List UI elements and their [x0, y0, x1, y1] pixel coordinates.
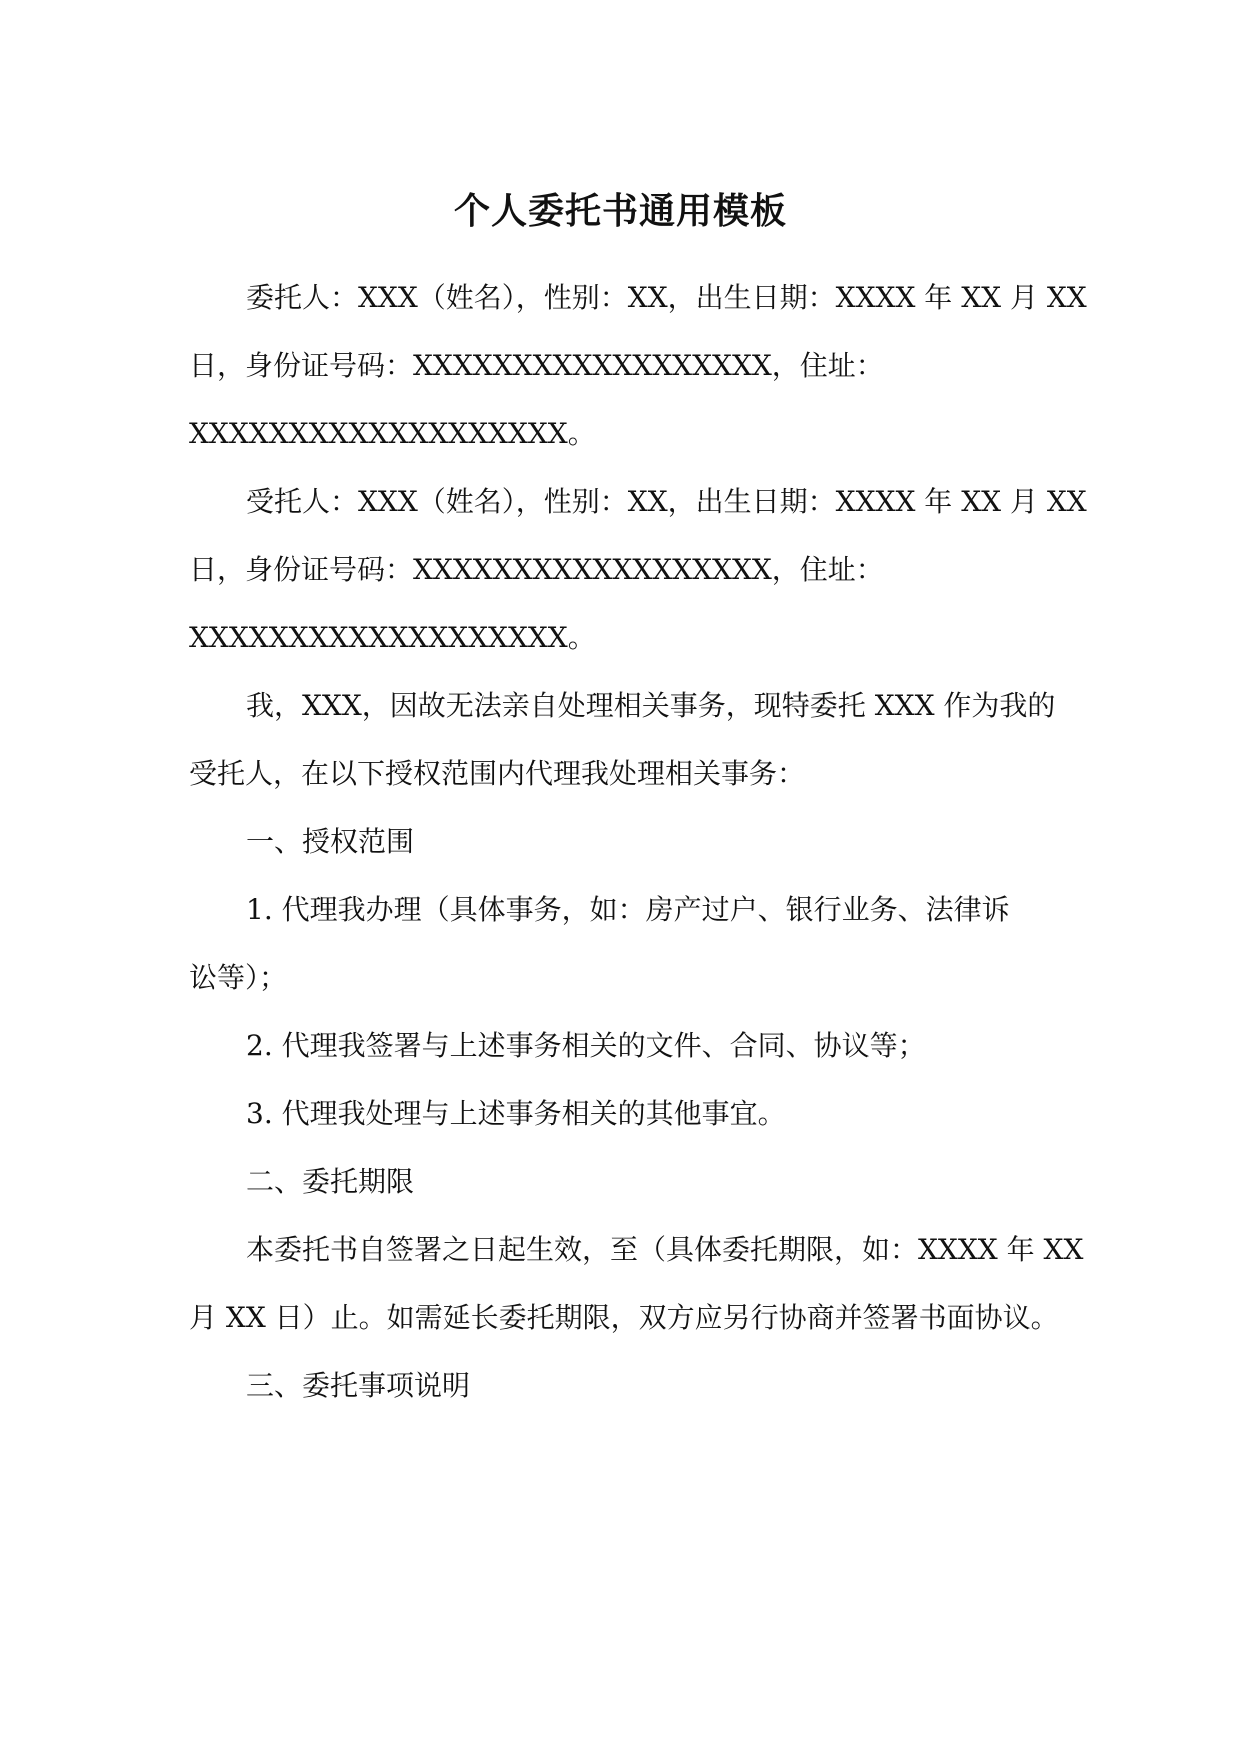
- principal-line-1: 委托人：XXX（姓名），性别：XX，出生日期：XXXX 年 XX 月 XX: [246, 281, 1087, 314]
- term-line-1: 本委托书自签署之日起生效，至（具体委托期限，如：XXXX 年 XX: [246, 1233, 1084, 1266]
- scope-item-1-line-2: 讼等）；: [189, 961, 288, 994]
- principal-line-3: XXXXXXXXXXXXXXXXXXX。: [189, 417, 596, 450]
- principal-line-2: 日，身份证号码：XXXXXXXXXXXXXXXXXX，住址：: [189, 349, 884, 382]
- term-line-2: 月 XX 日）止。如需延长委托期限，双方应另行协商并签署书面协议。: [189, 1301, 1059, 1334]
- section-heading-term: 二、委托期限: [246, 1165, 415, 1198]
- agent-line-3: XXXXXXXXXXXXXXXXXXX。: [189, 621, 596, 654]
- agent-line-2: 日，身份证号码：XXXXXXXXXXXXXXXXXX，住址：: [189, 553, 884, 586]
- section-heading-matters: 三、委托事项说明: [246, 1369, 471, 1402]
- scope-item-3: 3. 代理我处理与上述事务相关的其他事宜。: [246, 1097, 786, 1130]
- statement-line-2: 受托人，在以下授权范围内代理我处理相关事务：: [189, 757, 806, 790]
- scope-item-1-line-1: 1. 代理我办理（具体事务，如：房产过户、银行业务、法律诉: [246, 893, 1010, 926]
- section-heading-scope: 一、授权范围: [246, 825, 415, 858]
- document-title: 个人委托书通用模板: [453, 191, 787, 232]
- statement-line-1: 我，XXX，因故无法亲自处理相关事务，现特委托 XXX 作为我的: [246, 689, 1056, 722]
- scope-item-2: 2. 代理我签署与上述事务相关的文件、合同、协议等；: [246, 1029, 926, 1062]
- agent-line-1: 受托人：XXX（姓名），性别：XX，出生日期：XXXX 年 XX 月 XX: [246, 485, 1087, 518]
